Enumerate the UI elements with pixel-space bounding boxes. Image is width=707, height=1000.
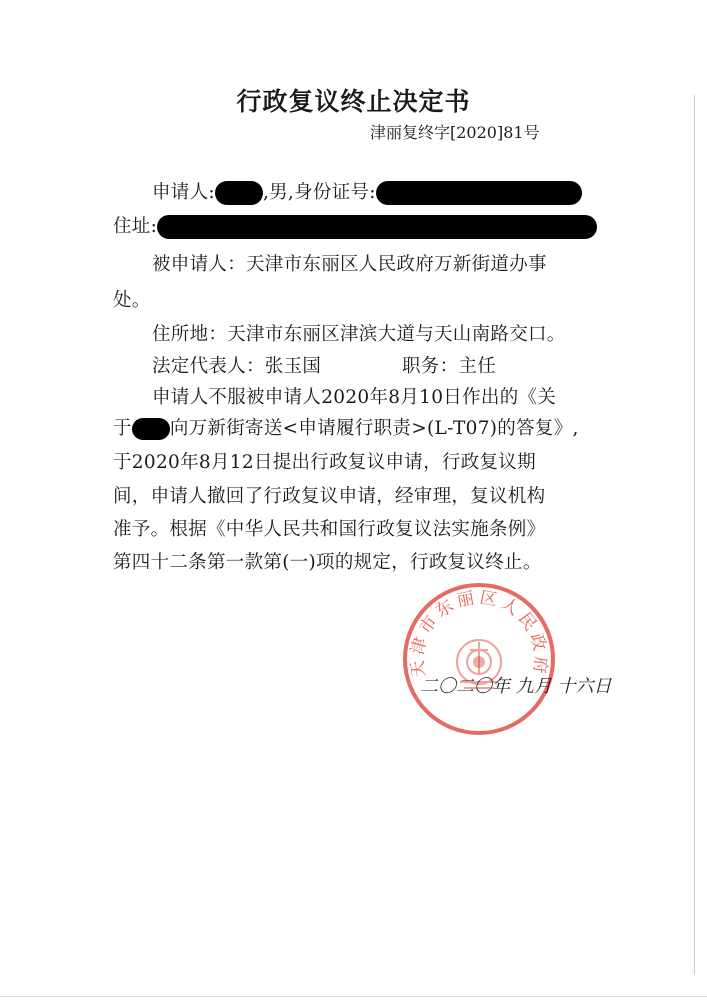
- redacted-id-number: [376, 181, 582, 205]
- redacted-name: [215, 181, 263, 205]
- page-edge-right: [694, 95, 695, 975]
- body-line-3: 于2020年8月12日提出行政复议申请，行政复议期: [113, 452, 536, 473]
- respondent-line-1: 被申请人：天津市东丽区人民政府万新街道办事: [152, 254, 547, 275]
- applicant-details-label: ,男,身份证号:: [262, 182, 376, 203]
- respondent-address: 住所地：天津市东丽区津滨大道与天山南路交口。: [152, 324, 566, 345]
- document-title: 行政复议终止决定书: [236, 87, 471, 116]
- redacted-name-2: [132, 418, 170, 440]
- redacted-address: [157, 215, 597, 239]
- body-line-2: [113, 414, 579, 440]
- address-line: [113, 212, 597, 239]
- official-seal: [398, 578, 560, 740]
- body-line-2-prefix: 于: [113, 418, 132, 439]
- decision-date: 二〇二〇年 九月 十六日: [420, 676, 612, 697]
- legal-representative: 法定代表人：张玉国: [152, 356, 322, 377]
- body-line-2-suffix: 向万新街寄送<申请履行职责>(L-T07)的答复》,: [169, 418, 579, 439]
- body-line-6: 第四十二条第一款第(一)项的规定，行政复议终止。: [113, 552, 542, 573]
- applicant-label: 申请人:: [152, 182, 215, 203]
- seal-text: 天津市东丽区人民政府: [407, 587, 551, 679]
- body-line-5: 准予。根据《中华人民共和国行政复议法实施条例》: [113, 519, 546, 540]
- applicant-line: [152, 178, 582, 205]
- body-line-1: 申请人不服被申请人2020年8月10日作出的《关: [152, 387, 557, 408]
- respondent-line-2: 处。: [113, 290, 151, 311]
- body-line-4: 间，申请人撤回了行政复议申请，经审理，复议机构: [113, 486, 546, 507]
- document-number: 津丽复终字[2020]81号: [370, 123, 540, 142]
- address-label: 住址:: [113, 216, 158, 237]
- representative-position: 职务：主任: [402, 356, 497, 377]
- page-edge-bottom: [0, 996, 707, 997]
